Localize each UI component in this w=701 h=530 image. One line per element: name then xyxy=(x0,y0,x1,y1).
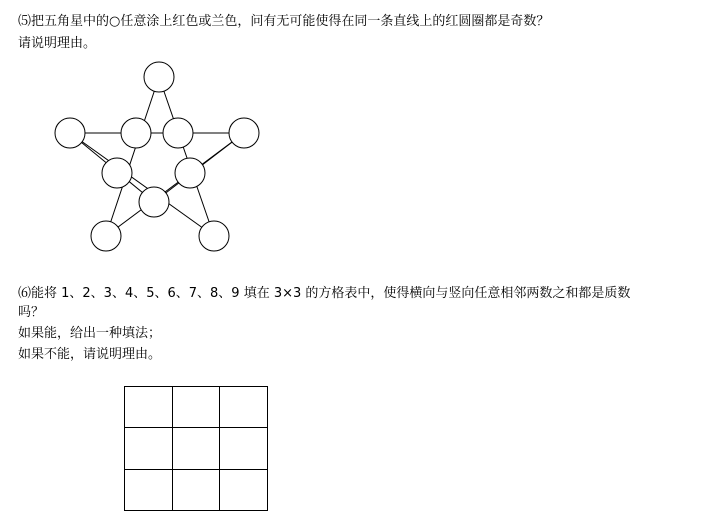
problem5-text-line2: 请说明理由。 xyxy=(18,36,97,51)
star-circle-2 xyxy=(55,118,85,148)
star-circle-8 xyxy=(139,187,169,217)
grid-cell xyxy=(172,428,220,469)
star-circle-9 xyxy=(91,221,121,251)
grid-cell xyxy=(220,387,268,428)
grid-cell xyxy=(220,469,268,510)
grid-row xyxy=(125,387,268,428)
star-circle-6 xyxy=(102,158,132,188)
grid-cell xyxy=(125,387,173,428)
problem6-text-line2: 吗？ xyxy=(18,305,45,320)
problem6-text-line4: 如果不能，请说明理由。 xyxy=(18,347,162,362)
three-by-three-grid xyxy=(124,386,268,511)
grid-cell xyxy=(220,428,268,469)
star-circle-7 xyxy=(175,158,205,188)
problem6-text-line3: 如果能，给出一种填法； xyxy=(18,326,162,341)
grid-cell xyxy=(125,469,173,510)
star-circle-1 xyxy=(144,62,174,92)
star-circle-4 xyxy=(163,118,193,148)
star-circle-5 xyxy=(229,118,259,148)
problem6-text-line1: ⑹能将 1、2、3、4、5、6、7、8、9 填在 3×3 的方格表中，使得横向与竖向任意相邻两数之和都是质数 xyxy=(18,286,631,301)
grid-cell xyxy=(125,428,173,469)
grid-row xyxy=(125,428,268,469)
star-circle-3 xyxy=(121,118,151,148)
grid-cell xyxy=(172,387,220,428)
star-circle-10 xyxy=(199,221,229,251)
problem5-text-line1: ⑸把五角星中的○任意涂上红色或兰色，问有无可能使得在同一条直线上的红圆圈都是奇数？ xyxy=(18,14,550,29)
grid-row xyxy=(125,469,268,510)
grid-cell xyxy=(172,469,220,510)
star-line-2 xyxy=(159,77,214,236)
